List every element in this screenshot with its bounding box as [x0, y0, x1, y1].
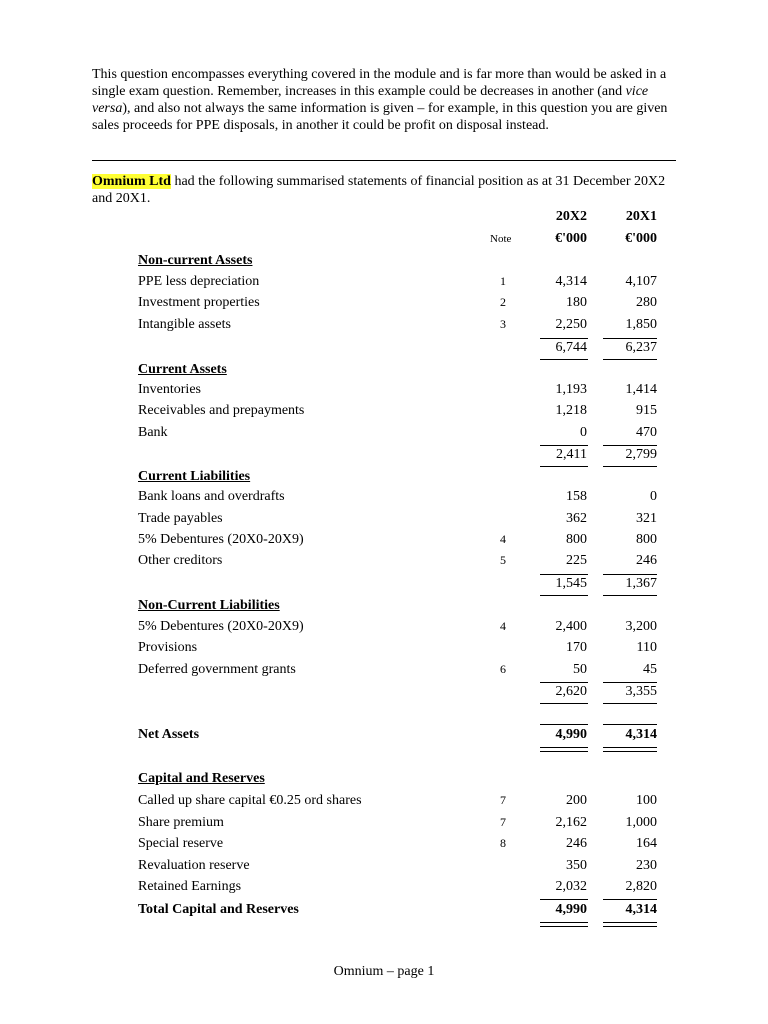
value-20x1: 45	[643, 662, 657, 677]
row-label: Called up share capital €0.25 ord shares	[138, 793, 362, 808]
value-20x2: 2,162	[555, 815, 587, 830]
row-label: Receivables and prepayments	[138, 403, 305, 418]
row-label: Investment properties	[138, 295, 260, 310]
value-20x1: 470	[636, 425, 657, 440]
row-note: 1	[500, 274, 506, 288]
value-20x2: 2,250	[555, 317, 587, 332]
total-line	[603, 703, 657, 704]
total-line	[540, 703, 588, 704]
row-note: 4	[500, 619, 506, 633]
subtotal-line	[603, 682, 657, 683]
row-share-capital	[0, 793, 768, 813]
row-label: Share premium	[138, 815, 224, 830]
subtotal-line	[540, 899, 588, 900]
col-year-20x2: 20X2	[555, 209, 587, 224]
value-20x1: 280	[636, 295, 657, 310]
row-nca-total	[0, 340, 768, 360]
value-20x1: 3,200	[625, 619, 657, 634]
value-20x2: 225	[566, 553, 587, 568]
subtotal-line	[603, 445, 657, 446]
value-20x1: 800	[636, 532, 657, 547]
value-20x2: 2,032	[555, 879, 587, 894]
intro-text-1: This question encompasses everything covered in the module and is far more than would be asked in a single exam question. Remember, increases in this example could be decreases in another (and	[92, 67, 667, 99]
subtotal-line	[540, 445, 588, 446]
section-capital-reserves: Capital and Reserves	[138, 771, 265, 786]
total-line	[540, 466, 588, 467]
value-20x1: 1,850	[625, 317, 657, 332]
row-total-capital-reserves	[0, 902, 768, 922]
value-20x1: 0	[650, 489, 657, 504]
row-note: 5	[500, 553, 506, 567]
value-20x1: 110	[636, 640, 657, 655]
row-label: Bank loans and overdrafts	[138, 489, 285, 504]
double-underline	[540, 922, 588, 927]
row-note: 3	[500, 317, 506, 331]
company-name: Omnium Ltd	[92, 174, 171, 189]
row-label: Trade payables	[138, 511, 223, 526]
row-investment-properties	[0, 295, 768, 315]
value-20x2: 2,411	[556, 447, 587, 462]
value-20x2: 158	[566, 489, 587, 504]
value-20x2: 350	[566, 858, 587, 873]
row-provisions	[0, 640, 768, 660]
section-current-assets: Current Assets	[138, 362, 227, 377]
row-ca-total	[0, 447, 768, 467]
row-receivables	[0, 403, 768, 423]
row-label: PPE less depreciation	[138, 274, 260, 289]
value-20x1: 1,367	[625, 576, 657, 591]
row-revaluation-reserve	[0, 858, 768, 878]
value-20x2: 4,314	[555, 274, 587, 289]
row-label: 5% Debentures (20X0-20X9)	[138, 532, 304, 547]
row-deferred-grants	[0, 662, 768, 682]
double-underline	[603, 747, 657, 752]
statement-heading	[92, 173, 682, 207]
value-20x2: 6,744	[555, 340, 587, 355]
row-label: Revaluation reserve	[138, 858, 250, 873]
col-note: Note	[490, 233, 512, 245]
row-share-premium	[0, 815, 768, 835]
subtotal-line	[540, 338, 588, 339]
value-20x1: 2,820	[625, 879, 657, 894]
row-intangible-assets	[0, 317, 768, 337]
row-net-assets	[0, 727, 768, 747]
value-20x1: 246	[636, 553, 657, 568]
row-label: 5% Debentures (20X0-20X9)	[138, 619, 304, 634]
value-20x2: 4,990	[555, 727, 587, 742]
value-20x1: 3,355	[625, 684, 657, 699]
value-20x2: 0	[580, 425, 587, 440]
value-20x2: 50	[573, 662, 587, 677]
section-non-current-liabilities: Non-Current Liabilities	[138, 598, 280, 613]
row-ncl-total	[0, 684, 768, 704]
value-20x2: 1,545	[555, 576, 587, 591]
value-20x2: 362	[566, 511, 587, 526]
value-20x1: 6,237	[625, 340, 657, 355]
row-label: Special reserve	[138, 836, 224, 851]
section-non-current-assets: Non-current Assets	[138, 253, 253, 268]
row-note: 2	[500, 295, 506, 309]
col-unit-20x1: €'000	[625, 231, 657, 246]
value-20x1: 100	[636, 793, 657, 808]
row-label: Retained Earnings	[138, 879, 242, 894]
row-note: 7	[500, 793, 506, 807]
value-20x1: 1,000	[625, 815, 657, 830]
col-unit-20x2: €'000	[555, 231, 587, 246]
row-label: Total Capital and Reserves	[138, 902, 299, 917]
subtotal-line	[540, 574, 588, 575]
value-20x2: 2,620	[555, 684, 587, 699]
value-20x1: 4,314	[625, 902, 657, 917]
row-debentures-current	[0, 532, 768, 552]
horizontal-rule	[92, 160, 676, 161]
value-20x1: 321	[636, 511, 657, 526]
total-line	[603, 466, 657, 467]
value-20x2: 1,193	[555, 382, 587, 397]
double-underline	[603, 922, 657, 927]
row-bank	[0, 425, 768, 445]
intro-text-2: ), and also not always the same information is given – for example, in this question you are given sales proceeds for PPE disposals, in another it could be profit on disposal instead.	[92, 101, 668, 133]
row-other-creditors	[0, 553, 768, 573]
row-label: Other creditors	[138, 553, 223, 568]
row-retained-earnings	[0, 879, 768, 899]
row-label: Bank	[138, 425, 168, 440]
page-footer: Omnium – page 1	[333, 964, 435, 979]
intro-paragraph	[92, 66, 682, 134]
row-trade-payables	[0, 511, 768, 531]
row-label: Deferred government grants	[138, 662, 296, 677]
net-assets-top-line	[603, 724, 657, 725]
total-line	[540, 359, 588, 360]
row-label: Net Assets	[138, 727, 200, 742]
row-label: Inventories	[138, 382, 201, 397]
section-current-liabilities: Current Liabilities	[138, 469, 251, 484]
total-line	[540, 595, 588, 596]
value-20x2: 246	[566, 836, 587, 851]
value-20x1: 230	[636, 858, 657, 873]
subtotal-line	[603, 574, 657, 575]
subtotal-line	[603, 338, 657, 339]
intro-italic: vice versa	[92, 84, 649, 116]
value-20x1: 4,107	[625, 274, 657, 289]
value-20x1: 1,414	[625, 382, 657, 397]
row-note: 6	[500, 662, 506, 676]
net-assets-top-line	[540, 724, 588, 725]
value-20x1: 915	[636, 403, 657, 418]
value-20x1: 2,799	[625, 447, 657, 462]
row-label: Intangible assets	[138, 317, 231, 332]
value-20x1: 164	[636, 836, 657, 851]
value-20x2: 200	[566, 793, 587, 808]
value-20x2: 800	[566, 532, 587, 547]
subtotal-line	[540, 682, 588, 683]
row-debentures-noncurrent	[0, 619, 768, 639]
value-20x2: 4,990	[555, 902, 587, 917]
row-note: 8	[500, 836, 506, 850]
row-note: 4	[500, 532, 506, 546]
row-special-reserve	[0, 836, 768, 856]
double-underline	[540, 747, 588, 752]
heading-text: had the following summarised statements of financial position as at 31 December 20X2 and 20X1.	[92, 174, 666, 206]
total-line	[603, 359, 657, 360]
value-20x2: 180	[566, 295, 587, 310]
value-20x2: 1,218	[555, 403, 587, 418]
value-20x1: 4,314	[625, 727, 657, 742]
row-inventories	[0, 382, 768, 402]
row-label: Provisions	[138, 640, 198, 655]
value-20x2: 2,400	[555, 619, 587, 634]
row-cl-total	[0, 576, 768, 596]
row-note: 7	[500, 815, 506, 829]
row-bank-loans	[0, 489, 768, 509]
subtotal-line	[603, 899, 657, 900]
total-line	[603, 595, 657, 596]
value-20x2: 170	[566, 640, 587, 655]
row-ppe	[0, 274, 768, 294]
col-year-20x1: 20X1	[625, 209, 657, 224]
